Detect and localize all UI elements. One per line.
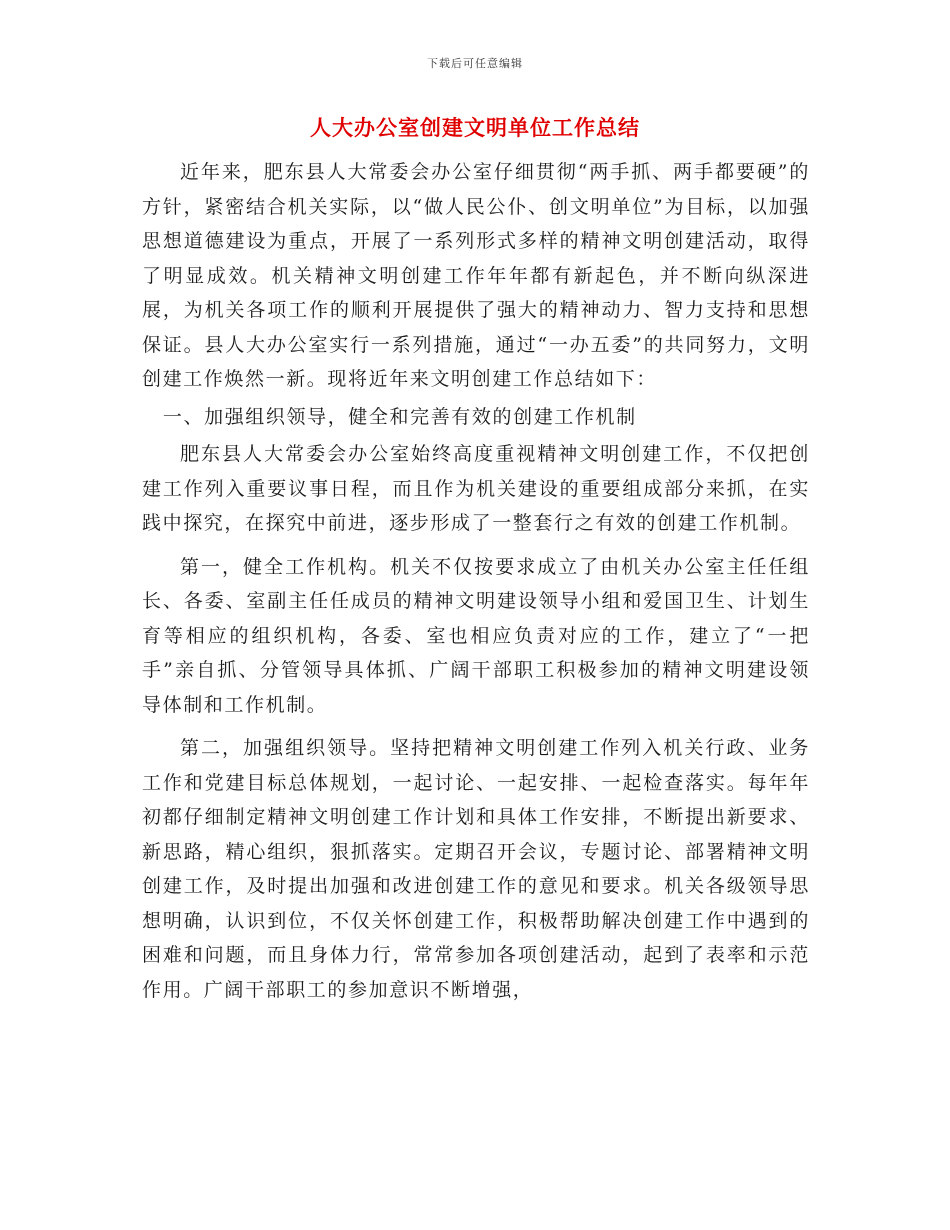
paragraph-first: 第一，健全工作机构。机关不仅按要求成立了由机关办公室主任任组长、各委、室副主任任成员的精神文明建设领导小组和爱国卫生、计划生育等相应的组织机构，各委、室也相应负责对应的工作，建立了“一把手”亲自抓、分管领导具体抓、广阔干部职工积极参加的精神文明建设领导体制和工作机制。 — [142, 555, 810, 716]
document-title: 人大办公室创建文明单位工作总结 — [310, 115, 640, 140]
document-body — [142, 155, 810, 1010]
header-note: 下载后可任意编辑 — [427, 57, 523, 70]
section-heading: 一、加强组织领导，健全和完善有效的创建工作机制 — [162, 405, 637, 428]
paragraph-mechanism: 肥东县人大常委会办公室始终高度重视精神文明创建工作，不仅把创建工作列入重要议事日程，而且作为机关建设的重要组成部分来抓，在实践中探究，在探究中前进，逐步形成了一整套行之有效的创建工作机制。 — [142, 443, 810, 534]
paragraph-second: 第二，加强组织领导。坚持把精神文明创建工作列入机关行政、业务工作和党建目标总体规划，一起讨论、一起安排、一起检查落实。每年年初都仔细制定精神文明创建工作计划和具体工作安排，不断提出新要求、新思路，精心组织，狠抓落实。定期召开会议，专题讨论、部署精神文明创建工作，及时提出加强和改进创建工作的意见和要求。机关各级领导思想明确，认识到位，不仅关怀创建工作，积极帮助解决创建工作中遇到的困难和问题，而且身体力行，常常参加各项创建活动，起到了表率和示范作用。广阔干部职工的参加意识不断增强， — [142, 737, 810, 1001]
paragraph-intro: 近年来，肥东县人大常委会办公室仔细贯彻“两手抓、两手都要硬”的方针，紧密结合机关实际，以“做人民公仆、创文明单位”为目标，以加强思想道德建设为重点，开展了一系列形式多样的精神文明创建活动，取得了明显成效。机关精神文明创建工作年年都有新起色，并不断向纵深进展，为机关各项工作的顺利开展提供了强大的精神动力、智力支持和思想保证。县人大办公室实行一系列措施，通过“一办五委”的共同努力，文明创建工作焕然一新。现将近年来文明创建工作总结如下： — [142, 161, 810, 390]
